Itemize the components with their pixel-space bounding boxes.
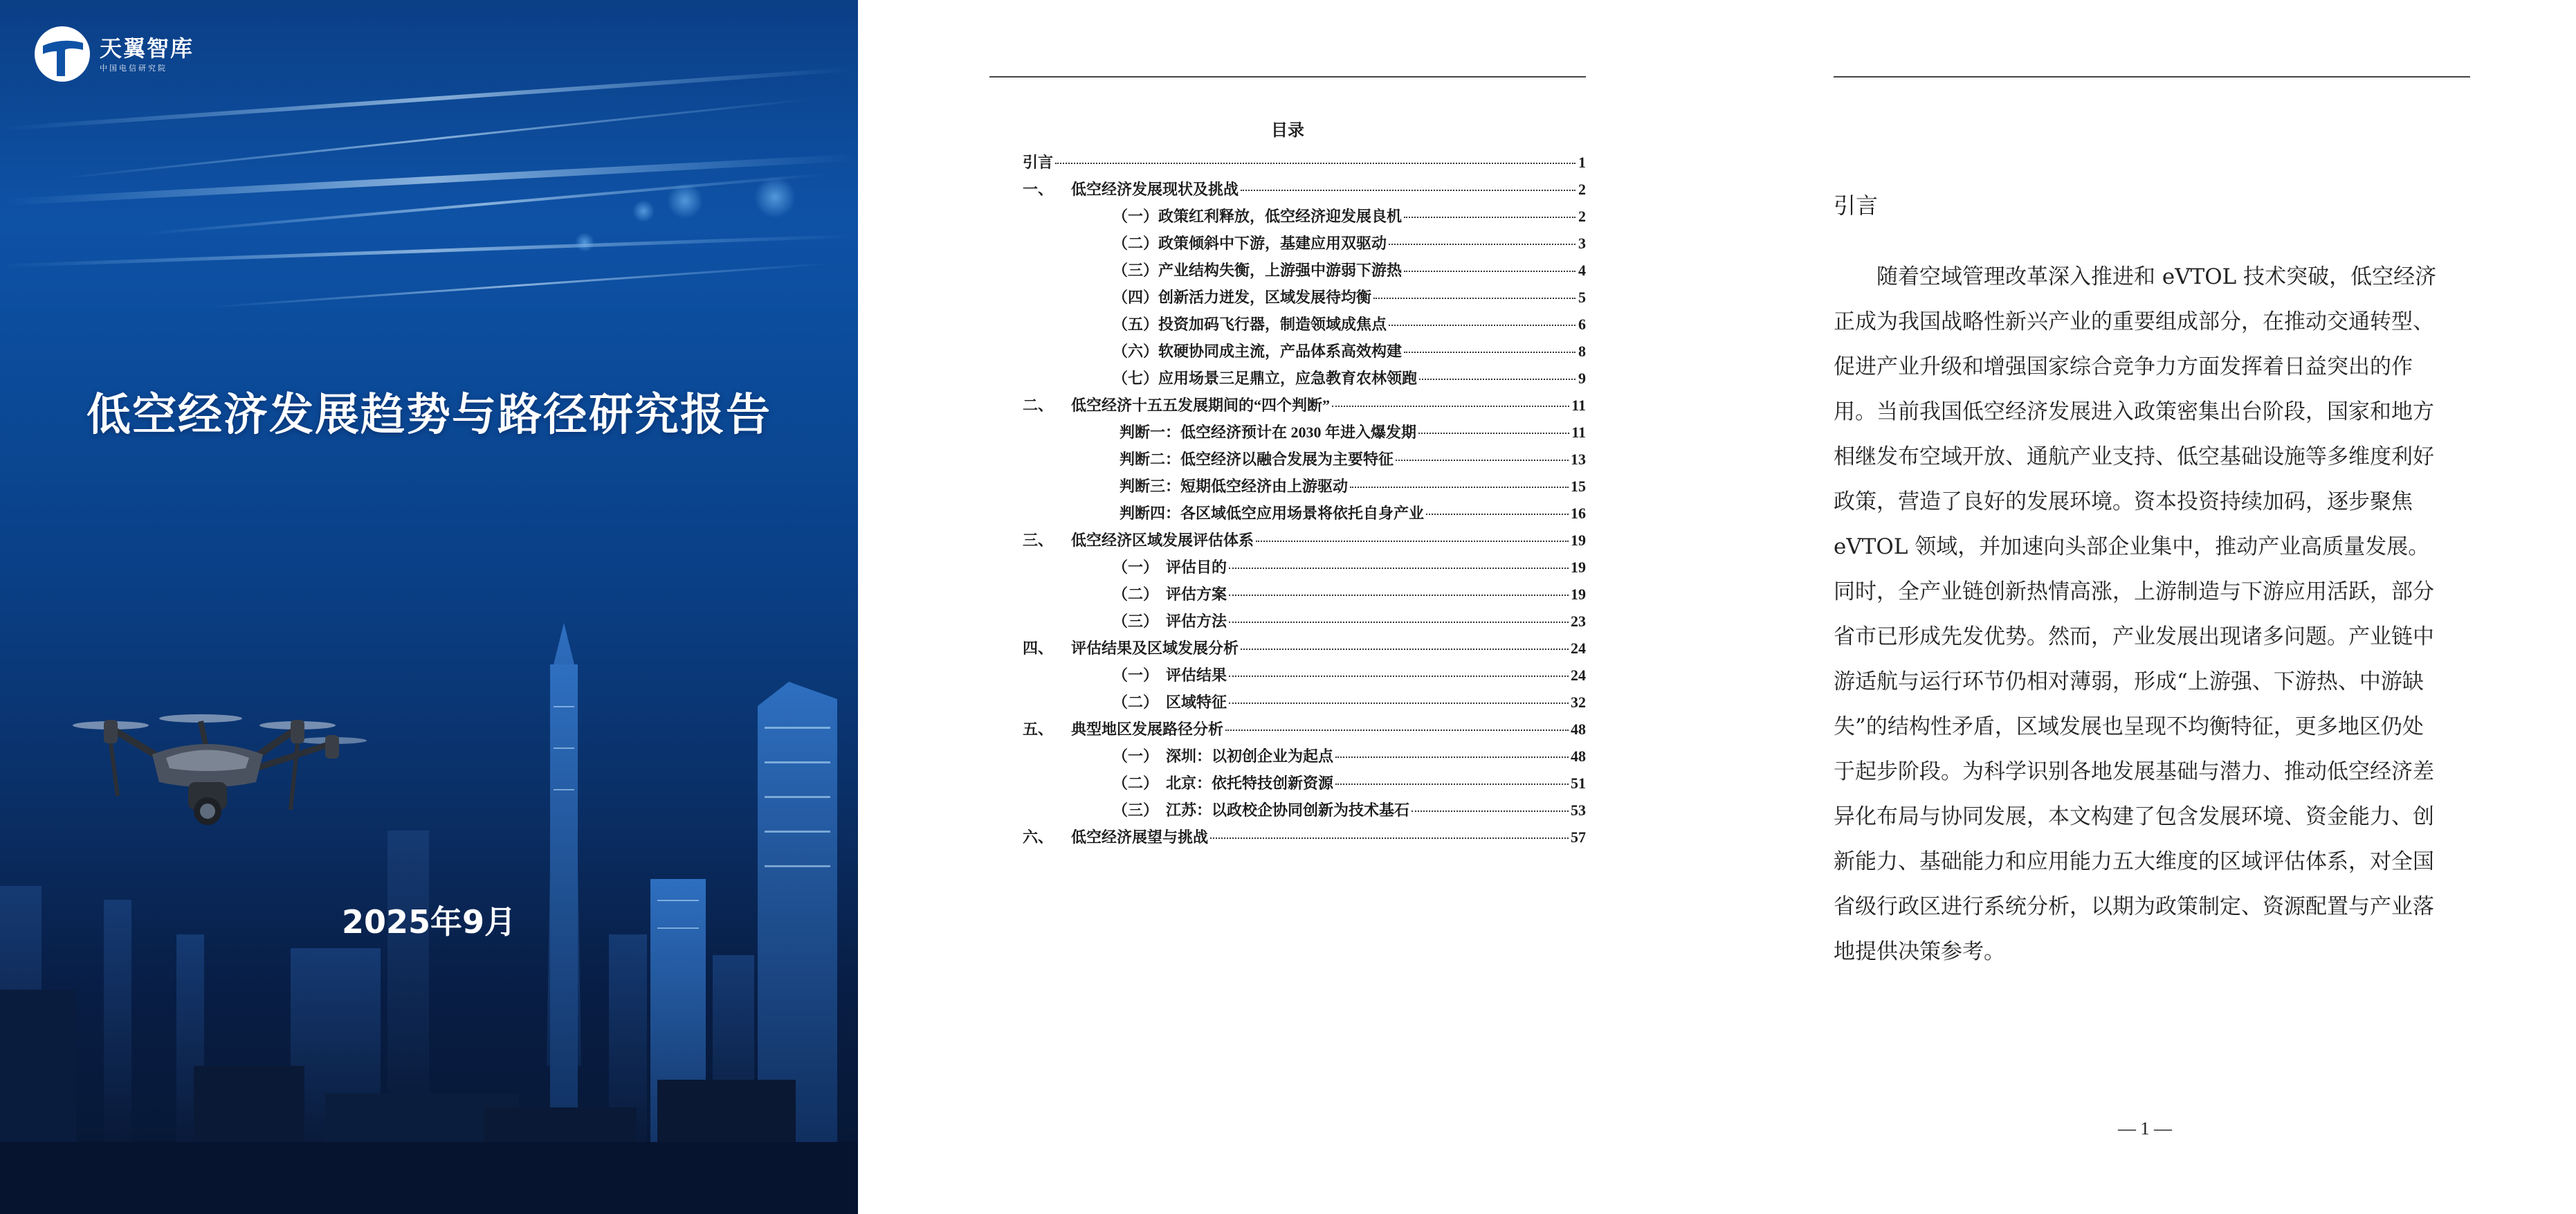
- drone-illustration: [73, 714, 367, 825]
- toc-entry-text: 评估结果及区域发展分析: [1071, 640, 1239, 657]
- toc-entry[interactable]: [1023, 529, 1586, 556]
- toc-leader-dots: [1256, 541, 1569, 542]
- toc-entry-text: （一） 评估结果: [1113, 667, 1227, 684]
- toc-entry-text: 低空经济区域发展评估体系: [1071, 532, 1254, 549]
- cover-artwork: [0, 0, 858, 1214]
- table-of-contents: [1023, 151, 1586, 853]
- toc-entry-page: 11: [1571, 397, 1586, 414]
- toc-entry-text: （三） 江苏：以政校企协同创新为技术基石: [1113, 801, 1410, 819]
- intro-line: 新能力、基础能力和应用能力五大维度的区域评估体系，对全国: [1834, 849, 2434, 874]
- toc-leader-dots: [1404, 271, 1575, 272]
- logo-subtitle: 中国电信研究院: [100, 64, 167, 73]
- toc-leader-dots: [1229, 595, 1569, 596]
- toc-entry-text: 低空经济展望与挑战: [1071, 828, 1209, 846]
- toc-entry[interactable]: [1023, 367, 1586, 394]
- report-title: 低空经济发展趋势与路径研究报告: [86, 390, 771, 441]
- toc-entry[interactable]: [1023, 583, 1586, 610]
- toc-entry-number: 四、: [1023, 640, 1054, 657]
- toc-leader-dots: [1389, 244, 1575, 245]
- toc-page-header-rule: [989, 76, 1586, 78]
- intro-heading: 引言: [1834, 192, 1879, 219]
- toc-leader-dots: [1389, 325, 1575, 326]
- toc-entry-page: 23: [1571, 613, 1586, 630]
- toc-entry[interactable]: [1023, 502, 1586, 529]
- toc-leader-dots: [1396, 460, 1569, 461]
- toc-entry-page: 2: [1578, 208, 1586, 225]
- toc-entry-page: 8: [1578, 343, 1586, 360]
- toc-entry-page: 16: [1571, 505, 1586, 522]
- toc-entry-text: 判断二：低空经济以融合发展为主要特征: [1120, 451, 1394, 468]
- toc-leader-dots: [1241, 649, 1569, 650]
- toc-entry[interactable]: [1023, 178, 1586, 205]
- intro-line: 游适航与运行环节仍相对薄弱，形成“上游强、下游热、中游缺: [1834, 669, 2424, 694]
- toc-leader-dots: [1418, 433, 1569, 434]
- toc-entry[interactable]: [1023, 286, 1586, 313]
- toc-entry[interactable]: [1023, 475, 1586, 502]
- toc-leader-dots: [1335, 757, 1569, 758]
- toc-entry-page: 48: [1571, 748, 1586, 765]
- intro-line: 于起步阶段。为科学识别各地发展基础与潜力、推动低空经济差: [1834, 759, 2434, 784]
- toc-entry[interactable]: [1023, 232, 1586, 259]
- toc-leader-dots: [1229, 676, 1569, 677]
- toc-leader-dots: [1412, 810, 1569, 812]
- toc-entry-text: （六）软硬协同成主流，产品体系高效构建: [1113, 343, 1403, 360]
- toc-entry-text: （一） 深圳：以初创企业为起点: [1113, 748, 1334, 765]
- toc-leader-dots: [1419, 379, 1575, 380]
- toc-entry-number: 六、: [1023, 828, 1054, 846]
- intro-line: 异化布局与协同发展，本文构建了包含发展环境、资金能力、创: [1834, 804, 2434, 829]
- toc-entry-text: 低空经济十五五发展期间的“四个判断”: [1071, 397, 1331, 414]
- toc-entry[interactable]: [1023, 745, 1586, 772]
- toc-entry-text: （二） 区域特征: [1113, 694, 1227, 711]
- toc-entry-text: 判断一：低空经济预计在 2030 年进入爆发期: [1120, 424, 1417, 441]
- toc-leader-dots: [1229, 568, 1569, 569]
- toc-entry-text: 低空经济发展现状及挑战: [1071, 181, 1239, 198]
- toc-entry-page: 19: [1571, 586, 1586, 603]
- toc-entry-text: （七）应用场景三足鼎立，应急教育农林领跑: [1113, 370, 1418, 387]
- toc-entry[interactable]: [1023, 556, 1586, 583]
- toc-entry-page: 5: [1578, 289, 1586, 306]
- logo-name: 天翼智库: [100, 35, 194, 62]
- toc-entry-text: 引言: [1023, 154, 1054, 171]
- toc-entry-page: 11: [1571, 424, 1586, 441]
- intro-line: 正成为我国战略性新兴产业的重要组成部分，在推动交通转型、: [1834, 309, 2434, 334]
- tianyi-logo-icon: [30, 22, 94, 86]
- toc-entry[interactable]: [1023, 637, 1586, 664]
- toc-entry[interactable]: [1023, 313, 1586, 340]
- toc-entry[interactable]: [1023, 691, 1586, 718]
- toc-entry-page: 19: [1571, 559, 1586, 576]
- intro-line: 用。当前我国低空经济发展进入政策密集出台阶段，国家和地方: [1834, 399, 2434, 424]
- intro-line: 相继发布空域开放、通航产业支持、低空基础设施等多维度利好: [1834, 444, 2434, 469]
- toc-entry-text: （二） 评估方案: [1113, 586, 1227, 603]
- intro-line: 同时，全产业链创新热情高涨，上游制造与下游应用活跃，部分: [1834, 579, 2434, 604]
- publisher-logo: [30, 22, 194, 86]
- toc-leader-dots: [1229, 703, 1569, 704]
- intro-paragraph: [1834, 255, 2470, 975]
- toc-entry[interactable]: [1023, 772, 1586, 799]
- toc-entry[interactable]: [1023, 718, 1586, 745]
- toc-entry-text: （五）投资加码飞行器，制造领域成焦点: [1113, 316, 1387, 333]
- report-cover: [0, 0, 858, 1214]
- toc-entry[interactable]: [1023, 664, 1586, 691]
- toc-entry[interactable]: [1023, 205, 1586, 232]
- report-date: 2025年9月: [341, 903, 517, 941]
- toc-entry-text: 典型地区发展路径分析: [1071, 721, 1224, 738]
- intro-line: 政策，营造了良好的发展环境。资本投资持续加码，逐步聚焦: [1834, 489, 2413, 514]
- toc-entry-page: 19: [1571, 532, 1586, 549]
- intro-line: 促进产业升级和增强国家综合竞争力方面发挥着日益突出的作: [1834, 354, 2413, 379]
- toc-leader-dots: [1241, 190, 1575, 191]
- toc-entry-page: 57: [1571, 828, 1586, 846]
- toc-leader-dots: [1225, 730, 1569, 731]
- toc-entry-page: 2: [1578, 181, 1586, 198]
- toc-entry-page: 24: [1571, 640, 1586, 657]
- toc-leader-dots: [1332, 406, 1569, 407]
- toc-entry-page: 9: [1578, 370, 1586, 387]
- toc-leader-dots: [1229, 622, 1569, 623]
- intro-line: eVTOL 领域，并加速向头部企业集中，推动产业高质量发展。: [1834, 534, 2430, 559]
- toc-entry-page: 15: [1571, 478, 1586, 495]
- toc-entry-page: 3: [1578, 235, 1586, 252]
- toc-entry-text: 判断三：短期低空经济由上游驱动: [1120, 478, 1349, 495]
- toc-entry-number: 一、: [1023, 181, 1054, 198]
- toc-entry-text: （一） 评估目的: [1113, 559, 1227, 576]
- intro-line: 省级行政区进行系统分析，以期为政策制定、资源配置与产业落: [1834, 894, 2434, 919]
- toc-entry-page: 53: [1571, 801, 1586, 819]
- intro-line: 地提供决策参考。: [1834, 939, 2005, 964]
- toc-entry-page: 32: [1571, 694, 1586, 711]
- toc-entry[interactable]: [1023, 259, 1586, 286]
- toc-leader-dots: [1404, 217, 1575, 218]
- toc-entry-page: 4: [1578, 262, 1586, 279]
- page-number: — 1 —: [2118, 1118, 2172, 1139]
- toc-entry[interactable]: [1023, 799, 1586, 826]
- toc-entry-page: 51: [1571, 774, 1586, 792]
- intro-line: 随着空域管理改革深入推进和 eVTOL 技术突破，低空经济: [1876, 264, 2437, 289]
- intro-page-header-rule: [1834, 76, 2470, 78]
- toc-entry-page: 24: [1571, 667, 1586, 684]
- toc-leader-dots: [1404, 352, 1575, 353]
- intro-line: 省市已形成先发优势。然而，产业发展出现诸多问题。产业链中: [1834, 624, 2434, 649]
- toc-title: 目录: [1271, 122, 1304, 140]
- toc-entry-text: （四）创新活力迸发，区域发展待均衡: [1113, 289, 1372, 306]
- toc-entry-text: （三）产业结构失衡，上游强中游弱下游热: [1113, 262, 1403, 279]
- toc-entry-text: （二） 北京：依托特技创新资源: [1113, 774, 1334, 792]
- light-streaks: [0, 67, 857, 309]
- toc-entry[interactable]: [1023, 421, 1586, 448]
- toc-entry-text: （三） 评估方法: [1113, 613, 1227, 630]
- toc-entry-number: 二、: [1023, 397, 1054, 414]
- toc-leader-dots: [1350, 487, 1569, 488]
- toc-entry[interactable]: [1023, 151, 1586, 178]
- toc-entry[interactable]: [1023, 826, 1586, 853]
- toc-leader-dots: [1335, 783, 1569, 785]
- toc-entry[interactable]: [1023, 340, 1586, 367]
- intro-line: 失”的结构性矛盾，区域发展也呈现不均衡特征，更多地区仍处: [1834, 714, 2424, 739]
- toc-entry-number: 五、: [1023, 721, 1054, 738]
- toc-entry-text: （一）政策红利释放，低空经济迎发展良机: [1113, 208, 1403, 225]
- toc-entry[interactable]: [1023, 394, 1586, 421]
- toc-leader-dots: [1210, 837, 1569, 839]
- toc-entry-number: 三、: [1023, 532, 1054, 549]
- toc-entry-text: 判断四：各区域低空应用场景将依托自身产业: [1120, 505, 1425, 522]
- toc-entry[interactable]: [1023, 610, 1586, 637]
- toc-entry-page: 1: [1578, 154, 1586, 171]
- toc-leader-dots: [1373, 298, 1575, 299]
- toc-entry-page: 6: [1578, 316, 1586, 333]
- toc-leader-dots: [1055, 163, 1575, 164]
- toc-entry-page: 48: [1571, 721, 1586, 738]
- toc-leader-dots: [1426, 514, 1569, 515]
- toc-entry-text: （二）政策倾斜中下游，基建应用双驱动: [1113, 235, 1387, 252]
- toc-entry[interactable]: [1023, 448, 1586, 475]
- toc-entry-page: 13: [1571, 451, 1586, 468]
